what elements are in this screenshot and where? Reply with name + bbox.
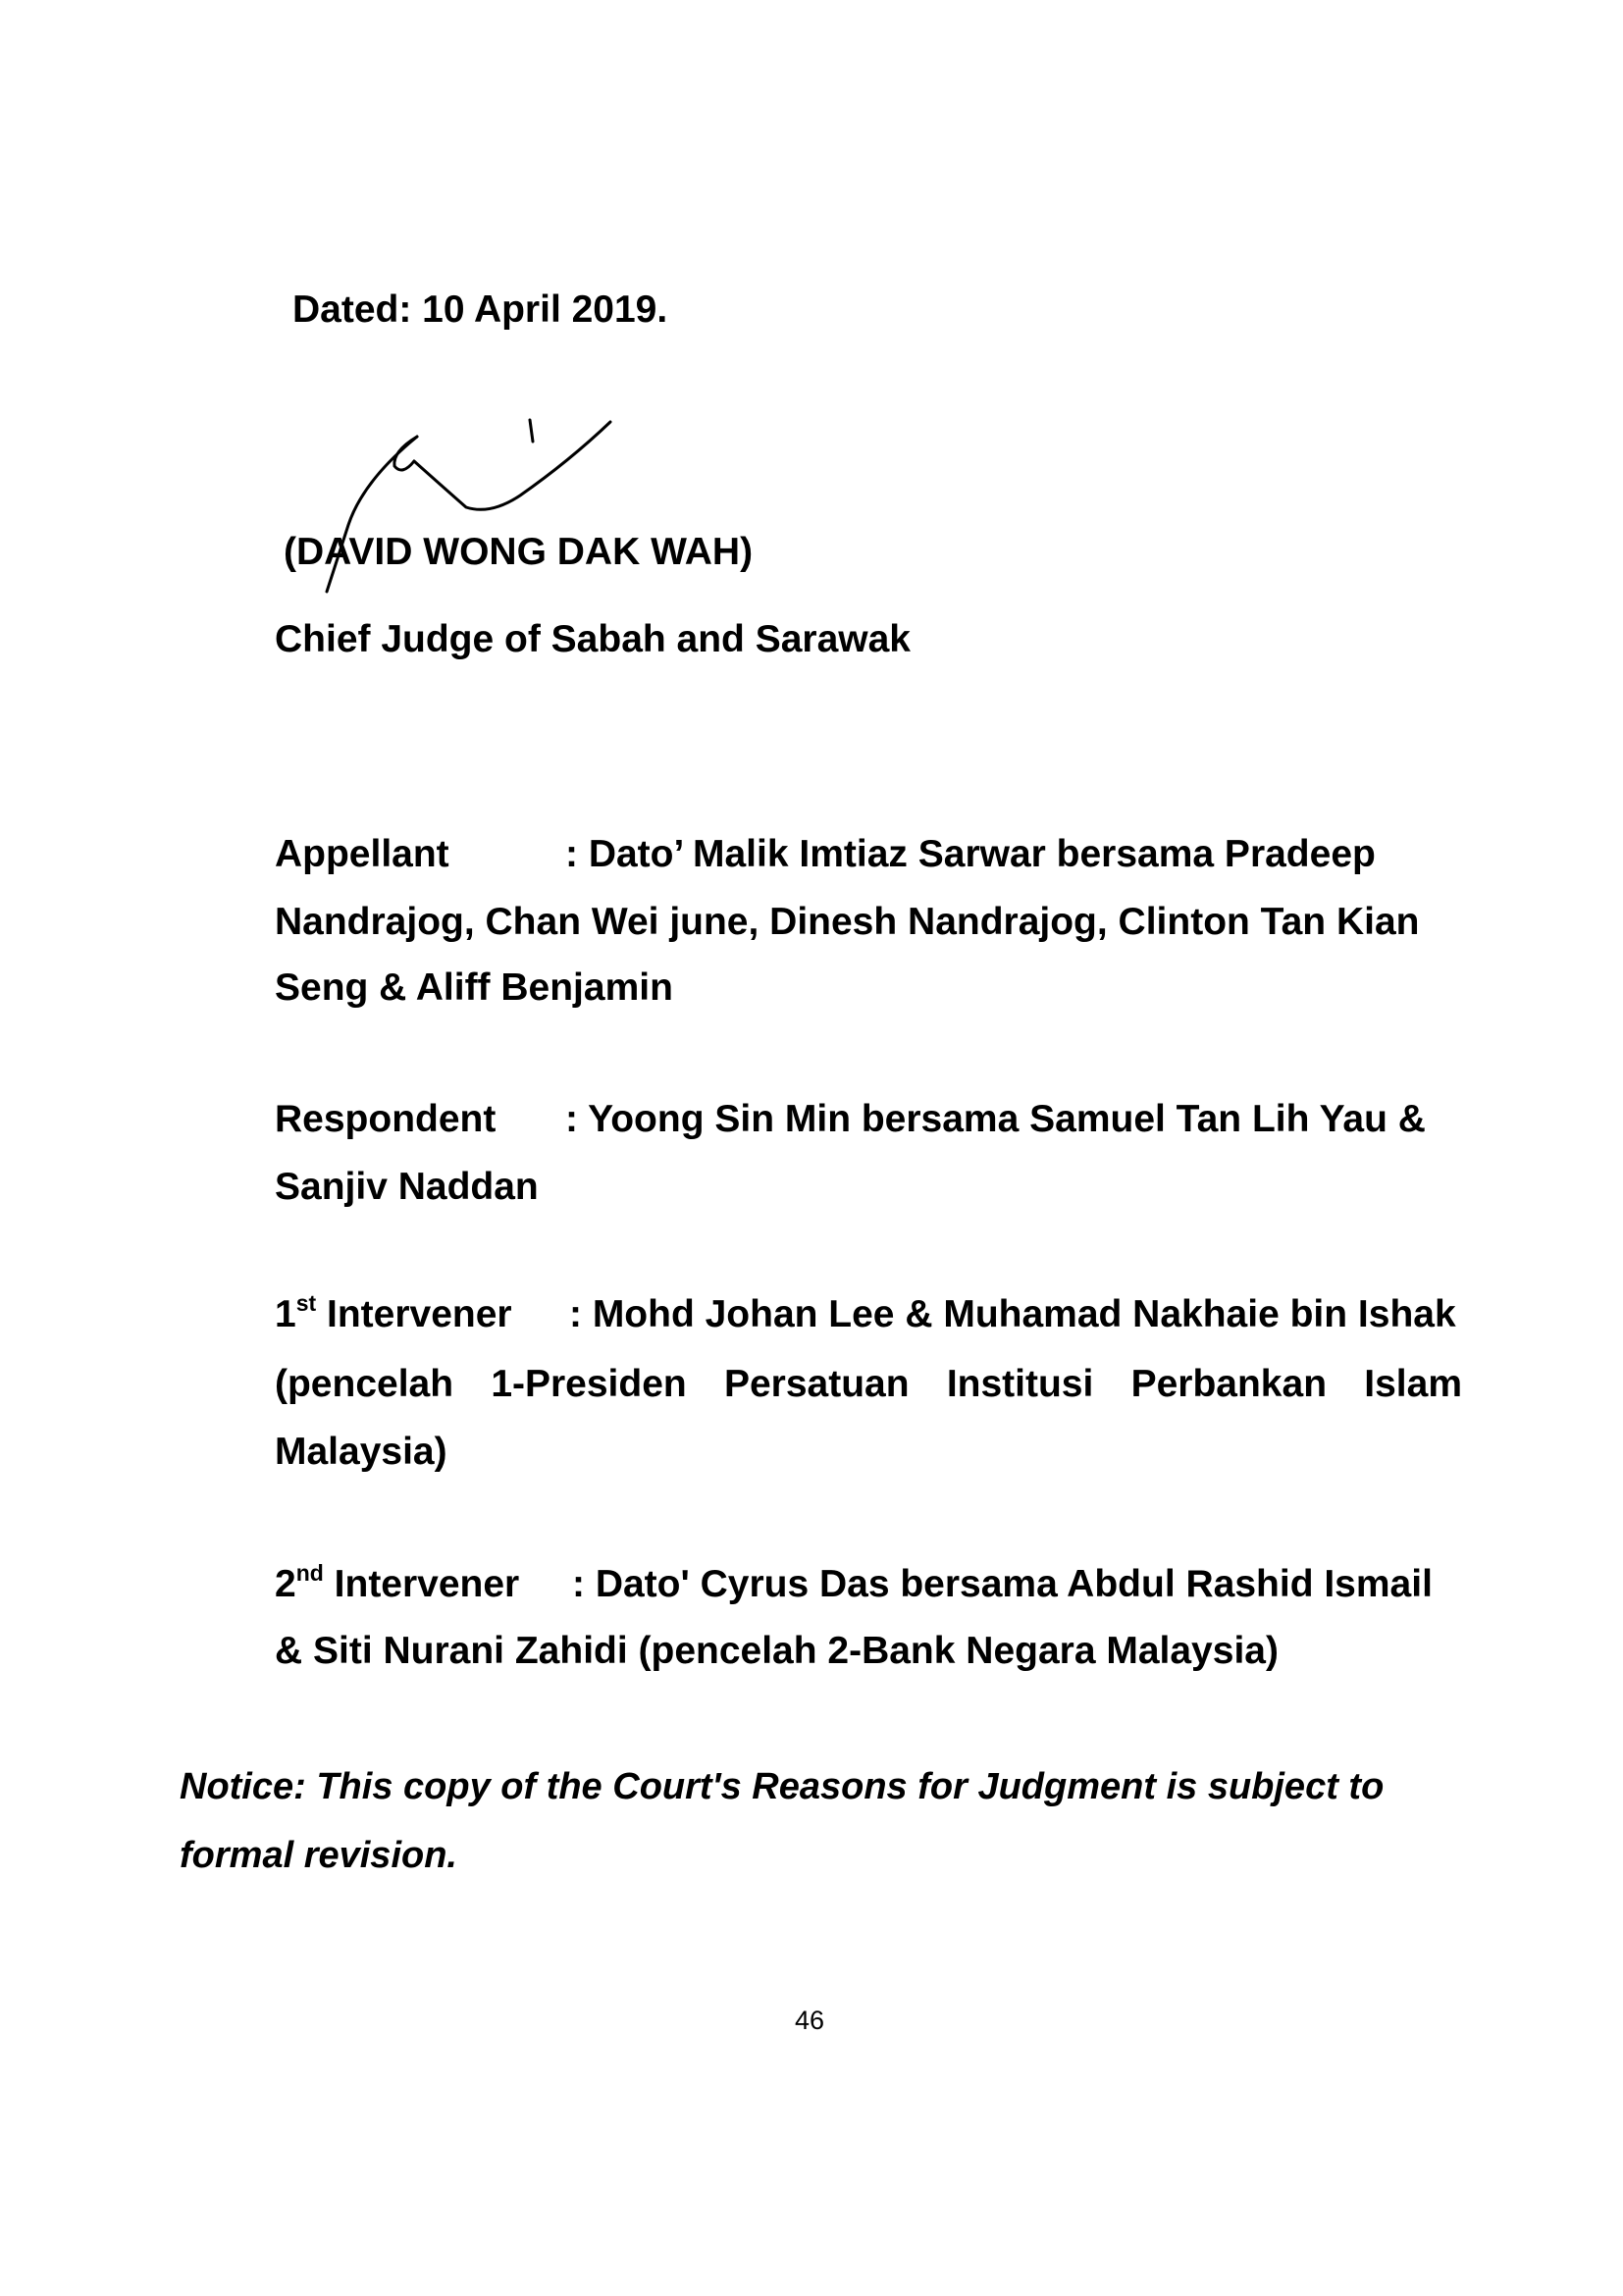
- intervener1-word: Institusi: [946, 1363, 1094, 1405]
- intervener2-counsel-line1: : Dato' Cyrus Das bersama Abdul Rashid Ismail: [572, 1563, 1433, 1605]
- signatory-name: (DAVID WONG DAK WAH): [284, 531, 754, 573]
- intervener2-label: [275, 1560, 520, 1605]
- intervener2-label-text: Intervener: [334, 1563, 520, 1605]
- page-number: 46: [795, 2006, 825, 2035]
- intervener1-counsel-line2: [275, 1365, 1462, 1403]
- appellant-counsel-line3: Seng & Aliff Benjamin: [275, 966, 673, 1009]
- intervener1-counsel-line1: : Mohd Johan Lee & Muhamad Nakhaie bin Ishak: [569, 1293, 1456, 1335]
- intervener1-word: (pencelah: [275, 1363, 454, 1405]
- notice-line1: Notice: This copy of the Court's Reasons for Judgment is subject to: [180, 1766, 1385, 1807]
- appellant-label: Appellant: [275, 833, 449, 875]
- intervener1-ordinal-suffix: st: [295, 1290, 317, 1316]
- notice-line2: formal revision.: [180, 1835, 457, 1876]
- intervener1-counsel-line3: Malaysia): [275, 1431, 447, 1473]
- respondent-counsel-line2: Sanjiv Naddan: [275, 1166, 539, 1208]
- intervener1-ordinal-number: 1: [275, 1293, 296, 1335]
- intervener1-word: Perbankan: [1130, 1363, 1328, 1405]
- signatory-title: Chief Judge of Sabah and Sarawak: [275, 618, 911, 660]
- intervener1-label: [275, 1290, 512, 1335]
- intervener1-word: Persatuan: [723, 1363, 910, 1405]
- intervener2-counsel-line2: & Siti Nurani Zahidi (pencelah 2-Bank Negara Malaysia): [275, 1630, 1279, 1672]
- intervener1-word: 1-Presiden: [491, 1363, 687, 1405]
- date-line: Dated: 10 April 2019.: [292, 288, 668, 331]
- intervener2-ordinal-number: 2: [275, 1563, 296, 1605]
- appellant-counsel-line2: Nandrajog, Chan Wei june, Dinesh Nandrajog, Clinton Tan Kian: [275, 901, 1420, 943]
- respondent-label: Respondent: [275, 1098, 497, 1140]
- intervener1-label-text: Intervener: [327, 1293, 512, 1335]
- appellant-counsel-line1: : Dato’ Malik Imtiaz Sarwar bersama Pradeep: [565, 833, 1376, 875]
- intervener2-ordinal-suffix: nd: [295, 1560, 324, 1586]
- intervener1-word: Islam: [1364, 1363, 1462, 1405]
- respondent-counsel-line1: : Yoong Sin Min bersama Samuel Tan Lih Yau &: [565, 1098, 1426, 1140]
